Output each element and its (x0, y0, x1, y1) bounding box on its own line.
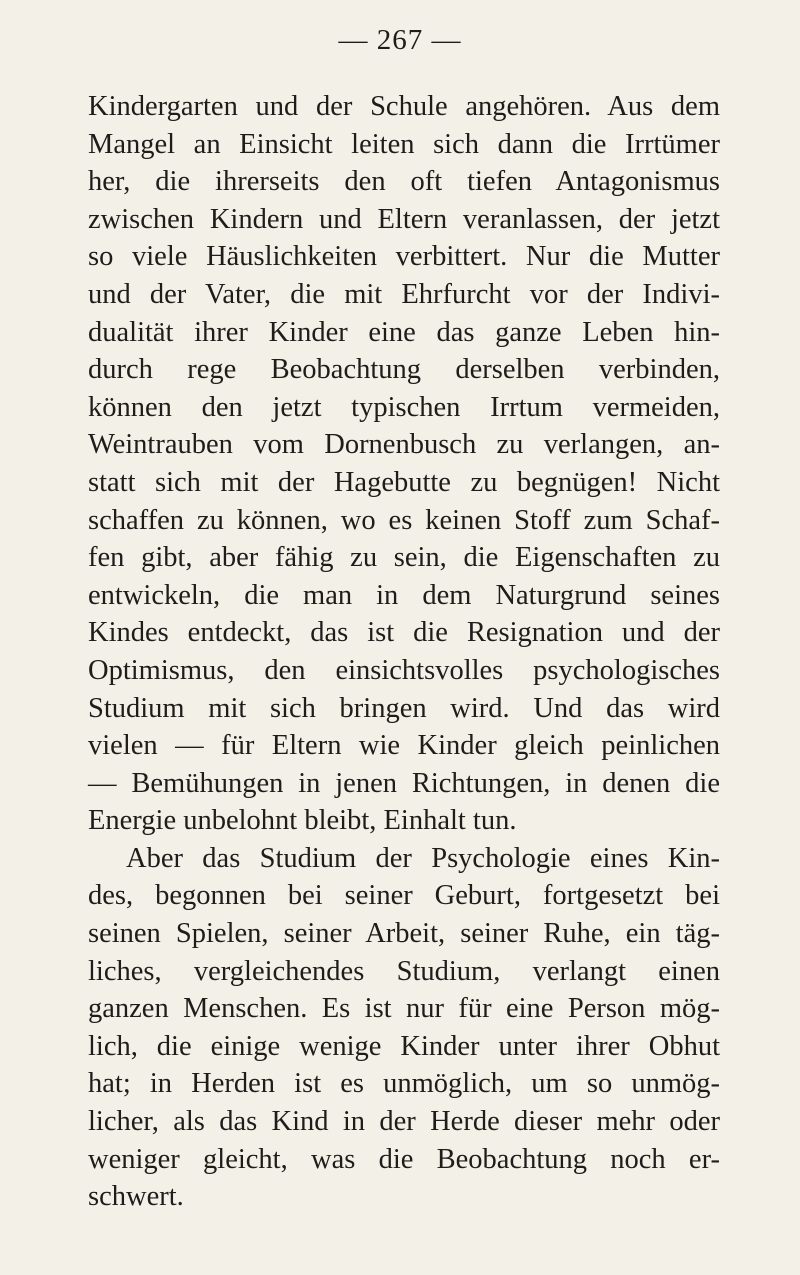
text-line: statt sich mit der Hagebutte zu begnügen! Nicht (88, 466, 720, 498)
text-line: durch rege Beobachtung derselben verbinden, (88, 354, 720, 386)
text-line: Optimismus, den einsichtsvolles psychologisches (88, 654, 720, 686)
text-line: vielen — für Eltern wie Kinder gleich peinlichen (88, 730, 720, 762)
text-line: Weintrauben vom Dornenbusch zu verlangen, an- (88, 429, 720, 461)
text-line: licher, als das Kind in der Herde dieser mehr oder (88, 1106, 720, 1138)
text-line: des, begonnen bei seiner Geburt, fortgesetzt bei (88, 880, 720, 912)
text-line: Kindes entdeckt, das ist die Resignation und der (88, 617, 720, 649)
text-line: fen gibt, aber fähig zu sein, die Eigenschaften zu (88, 542, 720, 574)
text-line: weniger gleicht, was die Beobachtung noch er- (88, 1143, 720, 1175)
text-line: ganzen Menschen. Es ist nur für eine Person mög- (88, 993, 720, 1025)
text-line: Studium mit sich bringen wird. Und das wird (88, 692, 720, 724)
text-line: Mangel an Einsicht leiten sich dann die Irrtümer (88, 128, 720, 160)
text-line: hat; in Herden ist es unmöglich, um so unmög- (88, 1068, 720, 1100)
paragraph-end-line: schwert. (88, 1181, 184, 1213)
page-number: — 267 — (338, 24, 462, 56)
text-line: und der Vater, die mit Ehrfurcht vor der Indivi- (88, 278, 720, 310)
paragraph-end-line: Energie unbelohnt bleibt, Einhalt tun. (88, 805, 517, 837)
text-line: lich, die einige wenige Kinder unter ihrer Obhut (88, 1030, 720, 1062)
text-line: liches, vergleichendes Studium, verlangt einen (88, 955, 720, 987)
body-text (88, 88, 720, 1216)
text-line: zwischen Kindern und Eltern veranlassen, der jetzt (88, 203, 720, 235)
paragraph-start-line: Aber das Studium der Psychologie eines Kin- (126, 842, 720, 874)
text-line: so viele Häuslichkeiten verbittert. Nur die Mutter (88, 241, 720, 273)
text-line: Kindergarten und der Schule angehören. Aus dem (88, 91, 720, 122)
text-line: her, die ihrerseits den oft tiefen Antagonismus (88, 166, 720, 198)
text-line: schaffen zu können, wo es keinen Stoff zum Schaf- (88, 504, 720, 536)
text-line: — Bemühungen in jenen Richtungen, in denen die (88, 767, 720, 799)
text-line: dualität ihrer Kinder eine das ganze Leben hin- (88, 316, 720, 348)
text-line: seinen Spielen, seiner Arbeit, seiner Ruhe, ein täg- (88, 918, 720, 950)
text-line: können den jetzt typischen Irrtum vermeiden, (88, 391, 720, 423)
text-line: entwickeln, die man in dem Naturgrund seines (88, 579, 720, 611)
